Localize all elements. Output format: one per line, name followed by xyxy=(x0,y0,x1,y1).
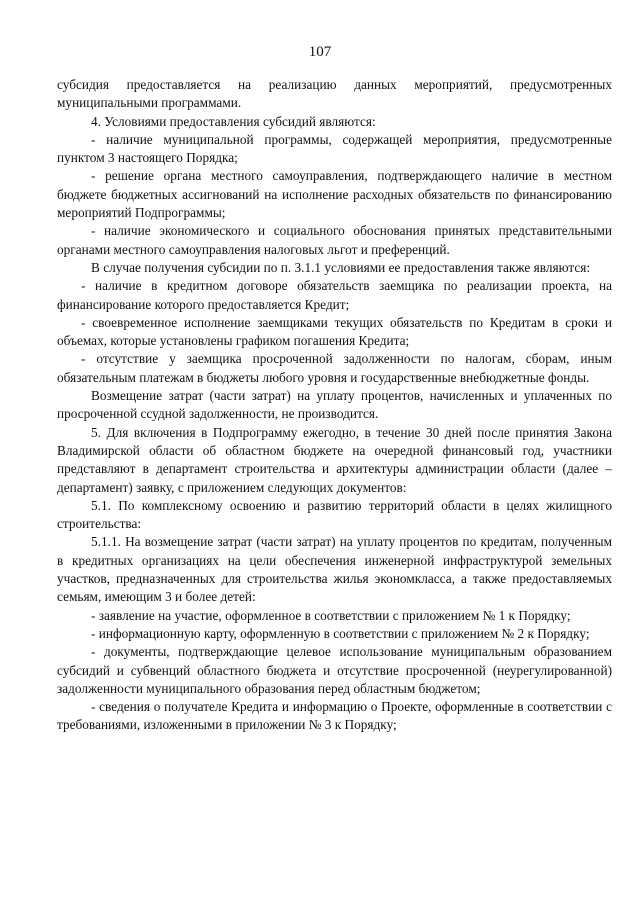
list-item-borrower-info: - сведения о получателе Кредита и информацию о Проекте, оформленные в соответствии с требованиями, изложенными в приложении № 3 к Порядку; xyxy=(57,699,612,733)
list-item-municipal-program: - наличие муниципальной программы, содержащей мероприятия, предусмотренные пунктом 3 настоящего Порядка; xyxy=(57,131,612,166)
list-item-no-overdue-debt: - отсутствие у заемщика просроченной задолженности по налогам, сборам, иным обязательным платежам в бюджеты любого уровня и государственные внебюджетные фонды. xyxy=(57,351,612,385)
paragraph-section-5: 5. Для включения в Подпрограмму ежегодно, в течение 30 дней после принятия Закона Владимирской области об областном бюджете на очередной финансовый год, участники представляют в департамент строительства и архитектуры администрации области (далее – департамент) заявку, с приложением следующих документов: xyxy=(57,424,612,495)
list-item-information-card: - информационную карту, оформленную в соответствии с приложением № 2 к Порядку; xyxy=(91,625,590,641)
paragraph-section-5-1-1: 5.1.1. На возмещение затрат (части затрат) на уплату процентов по кредитам, полученным в кредитных организациях на цели обеспечения инженерной инфраструктурой земельных участков, предназначенных для строительства жилья экономкласса, а также предоставляемых семьям, имеющим 3 и более детей: xyxy=(57,534,612,605)
list-item-application: - заявление на участие, оформленное в соответствии с приложением № 1 к Порядку; xyxy=(91,607,571,623)
document-body xyxy=(57,76,612,735)
paragraph-subsidy-purpose: субсидия предоставляется на реализацию данных мероприятий, предусмотренных муниципальными программами. xyxy=(57,77,612,111)
paragraph-section-5-1: 5.1. По комплексному освоению и развитию территорий области в целях жилищного строительства: xyxy=(57,497,612,532)
list-item-timely-execution: - своевременное исполнение заемщиками текущих обязательств по Кредитам в сроки и объемах, которые установлены графиком погашения Кредита; xyxy=(57,314,612,349)
list-item-local-budget-decision: - решение органа местного самоуправления, подтверждающего наличие в местном бюджете бюджетных ассигнований на исполнение расходных обязательств по финансированию мероприятий Подпрограммы; xyxy=(57,168,612,221)
list-item-economic-justification: - наличие экономического и социального обоснования принятых представительными органами местного самоуправления налоговых льгот и преференций. xyxy=(57,223,612,257)
paragraph-reimbursement-exclusion: Возмещение затрат (части затрат) на уплату процентов, начисленных и уплаченных по просроченной ссудной задолженности, не производится. xyxy=(57,388,612,422)
list-item-credit-agreement: - наличие в кредитном договоре обязательств заемщика по реализации проекта, на финансирование которого предоставляется Кредит; xyxy=(57,278,612,312)
page-number: 107 xyxy=(308,44,332,60)
list-item-documents: - документы, подтверждающие целевое использование муниципальным образованием субсидий и субвенций областного бюджета и отсутствие просроченной (неурегулированной) задолженности муниципального образования перед областным бюджетом; xyxy=(57,644,612,696)
paragraph-credit-conditions: В случае получения субсидии по п. 3.1.1 условиями ее предоставления также являются: xyxy=(91,259,591,275)
paragraph-conditions-heading: 4. Условиями предоставления субсидий являются: xyxy=(91,113,376,129)
